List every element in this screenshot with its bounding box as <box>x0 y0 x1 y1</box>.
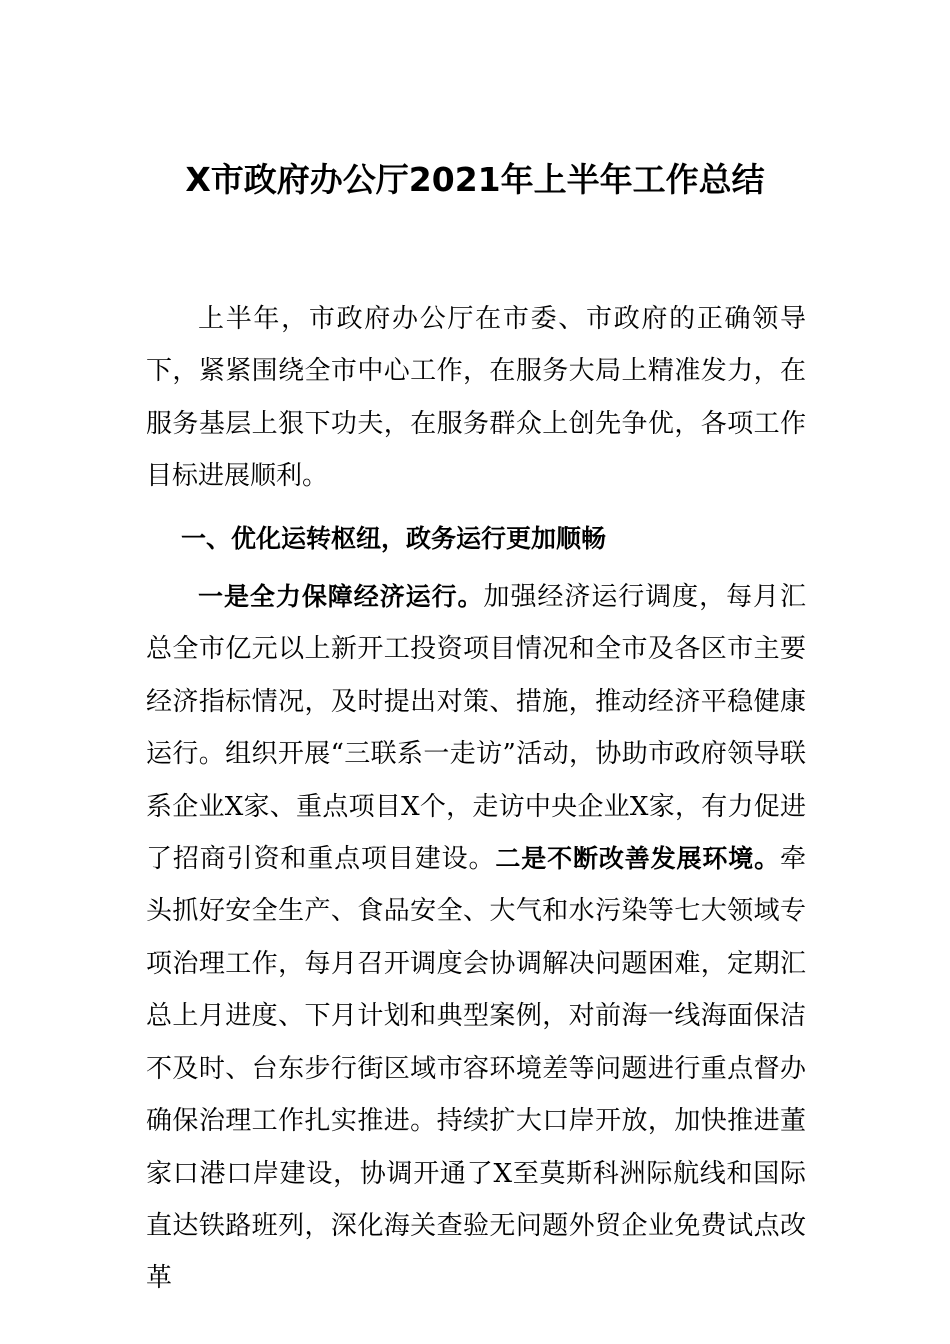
document-body <box>146 293 806 1305</box>
item-text: 加强经济运行调度，每月汇总全市亿元以上新开工投资项目情况和全市及各区市主要经济指标情况，及时提出对策、措施，推动经济平稳健康运行。组织开展“三联系一走访”活动，协助市政府领导联系企业X家、重点项目X个，走访中央企业X家，有力促进了招商引资和重点项目建设。 <box>146 582 806 875</box>
document-title: X市政府办公厅2021年上半年工作总结 <box>185 160 765 199</box>
section-paragraph <box>146 571 806 1305</box>
item-text: 牵头抓好安全生产、食品安全、大气和水污染等七大领域专项治理工作，每月召开调度会协调解决问题困难，定期汇总上月进度、下月计划和典型案例，对前海一线海面保洁不及时、台东步行街区域市容环境差等问题进行重点督办确保治理工作扎实推进。持续扩大口岸开放，加快推进董家口港口岸建设，协调开通了X至莫斯科洲际航线和国际直达铁路班列，深化海关查验无问题外贸企业免费试点改革 <box>146 844 806 1294</box>
item-title: 二是不断改善发展环境。 <box>495 844 780 874</box>
item-title: 一是全力保障经济运行。 <box>198 582 484 612</box>
intro-paragraph: 上半年，市政府办公厅在市委、市政府的正确领导下，紧紧围绕全市中心工作，在服务大局上精准发力，在服务基层上狠下功夫，在服务群众上创先争优，各项工作目标进展顺利。 <box>146 304 806 492</box>
section-heading: 一、优化运转枢纽，政务运行更加顺畅 <box>181 523 607 553</box>
